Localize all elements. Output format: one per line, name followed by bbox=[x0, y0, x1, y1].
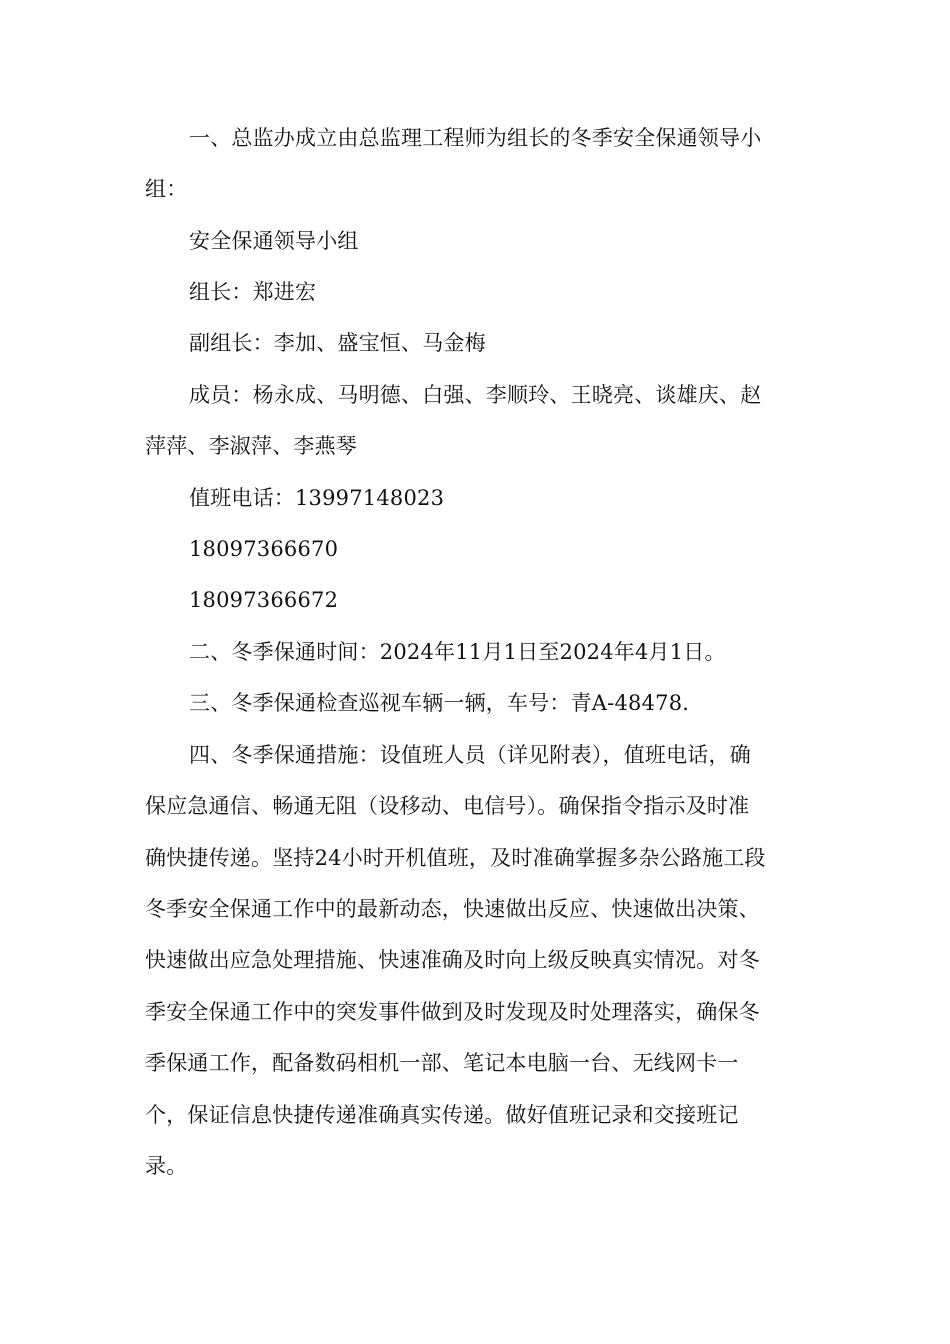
section-4-line-3: 确快捷传递。坚持24小时开机值班，及时准确掌握多杂公路施工段 bbox=[145, 846, 766, 870]
section-4-line-1: 四、冬季保通措施：设值班人员（详见附表），值班电话，确 bbox=[189, 743, 751, 767]
group-title: 安全保通领导小组 bbox=[189, 229, 359, 253]
section-3-vehicle: 三、冬季保通检查巡视车辆一辆，车号：青A-48478. bbox=[189, 691, 690, 715]
members-line-2: 萍萍、李淑萍、李燕琴 bbox=[145, 434, 357, 458]
section-1-heading-line-2: 组： bbox=[145, 177, 188, 201]
section-1-heading-line-1: 一、总监办成立由总监理工程师为组长的冬季安全保通领导小 bbox=[189, 126, 762, 150]
section-4-line-4: 冬季安全保通工作中的最新动态，快速做出反应、快速做出决策、 bbox=[145, 897, 760, 921]
section-4-line-5: 快速做出应急处理措施、快速准确及时向上级反映真实情况。对冬 bbox=[145, 948, 760, 972]
group-leader: 组长：郑进宏 bbox=[189, 280, 317, 304]
section-4-line-9: 录。 bbox=[145, 1154, 188, 1178]
section-4-line-6: 季安全保通工作中的突发事件做到及时发现及时处理落实，确保冬 bbox=[145, 1000, 760, 1024]
duty-phone-2: 18097366670 bbox=[189, 537, 339, 561]
section-4-line-7: 季保通工作，配备数码相机一部、笔记本电脑一台、无线网卡一 bbox=[145, 1051, 739, 1075]
section-4-line-2: 保应急通信、畅通无阻（设移动、电信号）。确保指令指示及时准 bbox=[145, 794, 750, 818]
members-line-1: 成员：杨永成、马明德、白强、李顺玲、王晓亮、谈雄庆、赵 bbox=[189, 383, 762, 407]
section-4-line-8: 个，保证信息快捷传递准确真实传递。做好值班记录和交接班记 bbox=[145, 1103, 739, 1127]
deputy-leaders: 副组长：李加、盛宝恒、马金梅 bbox=[189, 331, 486, 355]
duty-phone: 值班电话：13997148023 bbox=[189, 486, 445, 510]
section-2-period: 二、冬季保通时间：2024年11月1日至2024年4月1日。 bbox=[189, 640, 726, 664]
duty-phone-3: 18097366672 bbox=[189, 588, 339, 612]
